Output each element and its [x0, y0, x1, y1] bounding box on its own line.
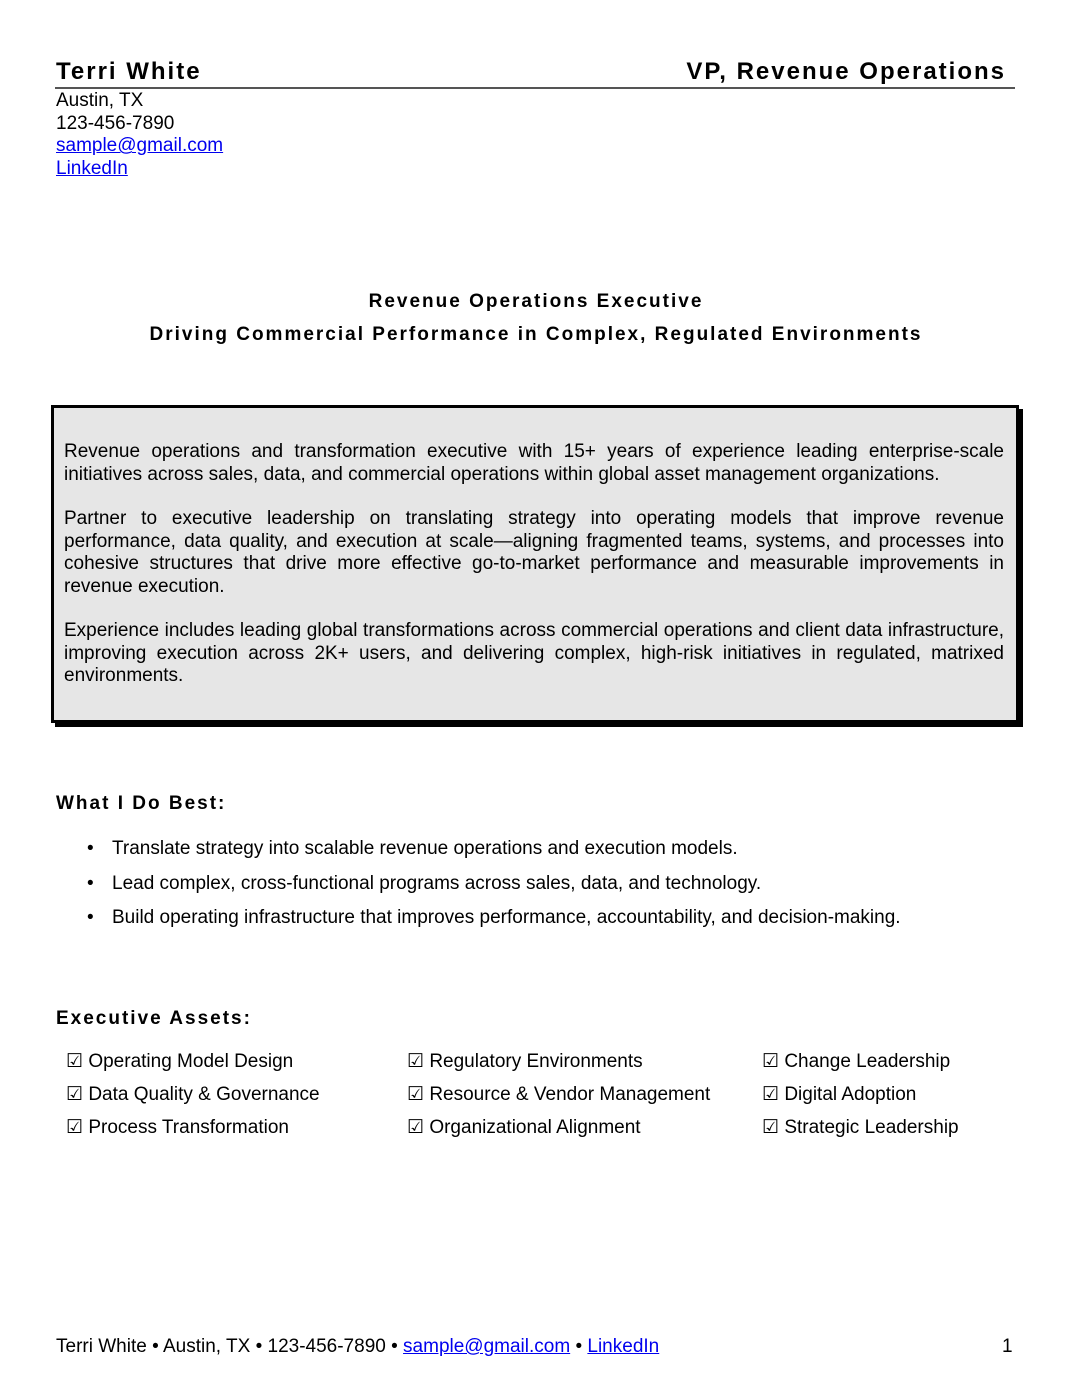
linkedin-link[interactable]: LinkedIn [56, 158, 128, 180]
candidate-name: Terri White [56, 58, 202, 85]
footer: Terri White • Austin, TX • 123-456-7890 • sample@gmail.com • LinkedIn [56, 1336, 660, 1357]
footer-email-link[interactable]: sample@gmail.com [403, 1336, 571, 1357]
checkbox-icon: ☑ [66, 1051, 84, 1072]
checkbox-icon: ☑ [66, 1117, 84, 1138]
location: Austin, TX [56, 90, 144, 111]
summary-paragraph: Revenue operations and transformation executive with 15+ years of experience leading enterprise-scale initiatives across sales, data, and commercial operations within global asset management organizations. [64, 441, 1004, 485]
footer-linkedin-link[interactable]: LinkedIn [587, 1336, 660, 1357]
list-item: • Translate strategy into scalable revenue operations and execution models. [56, 838, 901, 873]
checkbox-icon: ☑ [66, 1084, 84, 1105]
phone: 123-456-7890 [56, 112, 175, 134]
checkbox-icon: ☑ [407, 1051, 425, 1072]
best-heading: What I Do Best: [56, 793, 227, 814]
asset-item: ☑ Change Leadership [762, 1051, 951, 1072]
assets-heading: Executive Assets: [56, 1008, 252, 1029]
checkbox-icon: ☑ [407, 1084, 425, 1105]
asset-item: ☑ Regulatory Environments [407, 1051, 643, 1072]
asset-item: ☑ Process Transformation [66, 1117, 289, 1138]
best-list [56, 838, 901, 942]
checkbox-icon: ☑ [762, 1051, 780, 1072]
page-number: 1 [1002, 1336, 1013, 1357]
summary-box [51, 405, 1019, 723]
job-title: VP, Revenue Operations [686, 58, 1006, 85]
list-item: • Build operating infrastructure that improves performance, accountability, and decision-making. [56, 907, 901, 942]
email-link[interactable]: sample@gmail.com [56, 135, 224, 157]
asset-item: ☑ Organizational Alignment [407, 1117, 641, 1138]
subheadline: Driving Commercial Performance in Complex, Regulated Environments [149, 324, 923, 345]
asset-item: ☑ Operating Model Design [66, 1051, 294, 1072]
contact-block [56, 90, 223, 181]
header-divider [55, 87, 1015, 89]
asset-item: ☑ Resource & Vendor Management [407, 1084, 711, 1105]
checkbox-icon: ☑ [407, 1117, 425, 1138]
checkbox-icon: ☑ [762, 1117, 780, 1138]
checkbox-icon: ☑ [762, 1084, 780, 1105]
asset-item: ☑ Digital Adoption [762, 1084, 917, 1105]
list-item: • Lead complex, cross-functional programs across sales, data, and technology. [56, 873, 901, 908]
summary-paragraph: Experience includes leading global transformations across commercial operations and client data infrastructure, improving execution across 2K+ users, and delivering complex, high-risk initiatives in regulated, matrixed environments. [64, 620, 1004, 686]
asset-item: ☑ Strategic Leadership [762, 1117, 959, 1138]
summary-paragraph: Partner to executive leadership on translating strategy into operating models that improve revenue performance, data quality, and execution at scale—aligning fragmented teams, systems, and processes into cohesive structures that drive more effective go-to-market performance and measurable improvements in revenue execution. [64, 508, 1004, 597]
headline: Revenue Operations Executive [368, 291, 704, 312]
asset-item: ☑ Data Quality & Governance [66, 1084, 320, 1105]
